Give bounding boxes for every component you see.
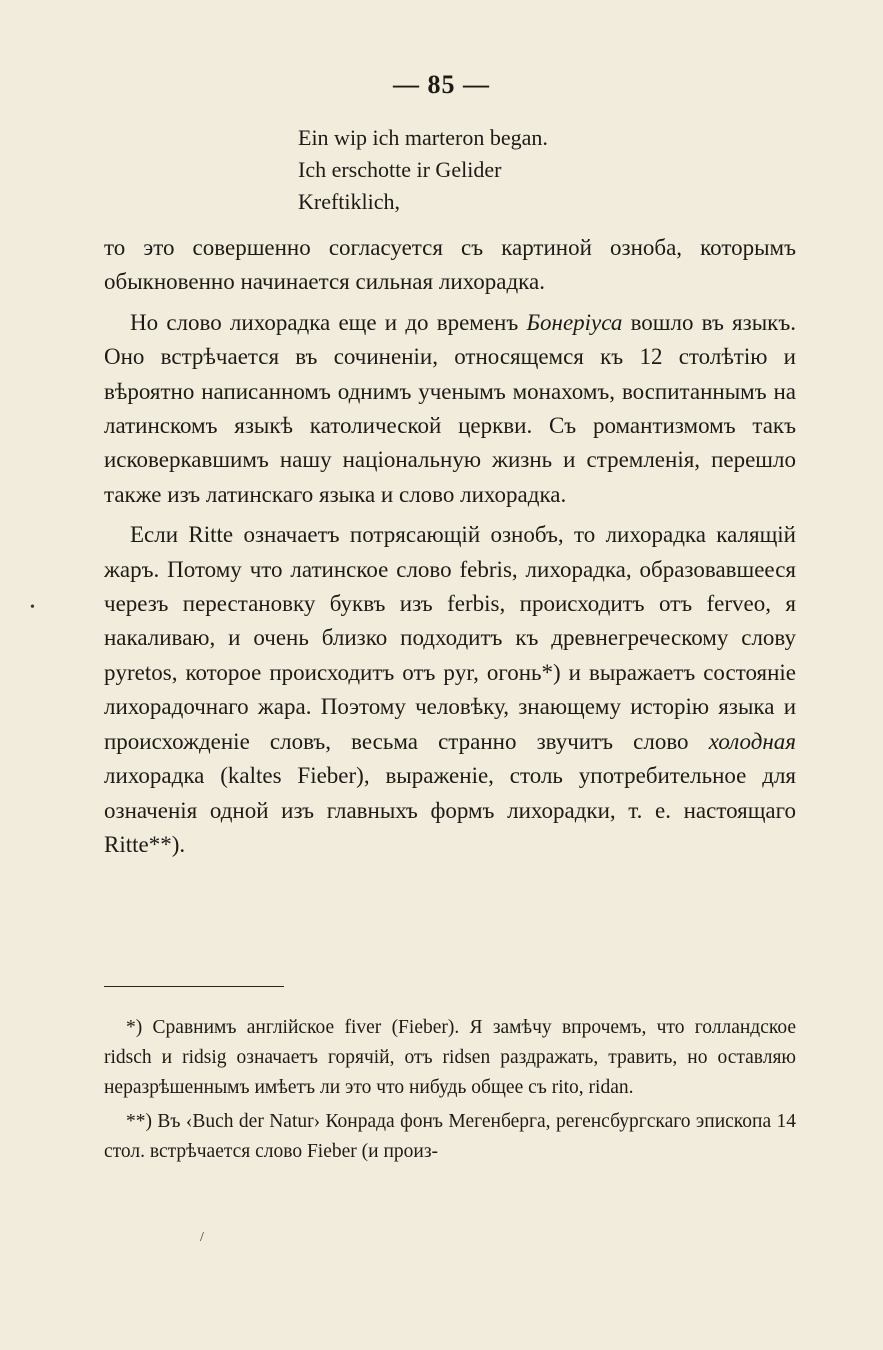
- paragraph-2-text: Но слово лихорадка еще и до временъ: [130, 309, 527, 335]
- footnotes: [104, 1013, 796, 1167]
- italic-word: холодная: [708, 728, 796, 754]
- epigraph-line: Ein wip ich marteron began.: [298, 125, 548, 150]
- main-text: [104, 231, 796, 862]
- epigraph-line: Ich erschotte ir Gelider: [298, 157, 502, 182]
- ink-speck: •: [30, 600, 35, 615]
- paragraph-1: то это совершенно согласуется съ картиной озноба, которымъ обыкновенно начинается сильная лихорадка.: [104, 235, 796, 295]
- paragraph-3-text: лихорадка (kaltes Fieber), выраженіе, столь употребительное для означенія одной изъ главныхъ формъ лихорадки, т. е. настоящаго Ritte**).: [104, 763, 796, 857]
- ink-speck: /: [200, 1230, 204, 1245]
- epigraph-line: Kreftiklich,: [298, 189, 401, 214]
- footnote-2: **) Въ ‹Buch der Natur› Конрада фонъ Мегенберга, регенсбургскаго эпископа 14 стол. встрѣчается слово Fieber (и произ-: [104, 1111, 796, 1162]
- footnote-divider: [104, 986, 284, 987]
- epigraph: [298, 122, 548, 218]
- page-number: — 85 —: [393, 70, 490, 99]
- paragraph-3: [104, 518, 796, 862]
- paragraph-2: [104, 306, 796, 512]
- italic-name: Бонеріуса: [526, 309, 623, 335]
- footnote-1: *) Сравнимъ англійское fiver (Fieber). Я замѣчу впрочемъ, что голландское ridsch и ridsig означаетъ горячій, отъ ridsen раздражать, травить, но оставляю неразрѣшеннымъ имѣетъ ли это что нибудь общее съ rito, ridan.: [104, 1017, 796, 1098]
- paragraph-3-text: Если Ritte означаетъ потрясающій ознобъ, то лихорадка калящій жаръ. Потому что латинское слово febris, лихорадка, образовавшееся черезъ перестановку буквъ изъ ferbis, происходитъ отъ ferveo, я накаливаю, и очень близко подходитъ къ древнегреческому слову pyretos, которое происходитъ отъ pyr, огонь*) и выражаетъ состояніе лихорадочнаго жара. Поэтому человѣку, знающему исторію языка и происхожденіе словъ, весьма странно звучитъ слово: [104, 522, 796, 754]
- paragraph-2-text: вошло въ языкъ. Оно встрѣчается въ сочиненіи, относящемся къ 12 столѣтію и вѣроятно написанномъ однимъ ученымъ монахомъ, воспитаннымъ на латинскомъ языкѣ католической церкви. Съ романтизмомъ такъ исковеркавшимъ нашу національную жизнь и стремленія, перешло также изъ латинскаго языка и слово лихорадка.: [104, 309, 796, 507]
